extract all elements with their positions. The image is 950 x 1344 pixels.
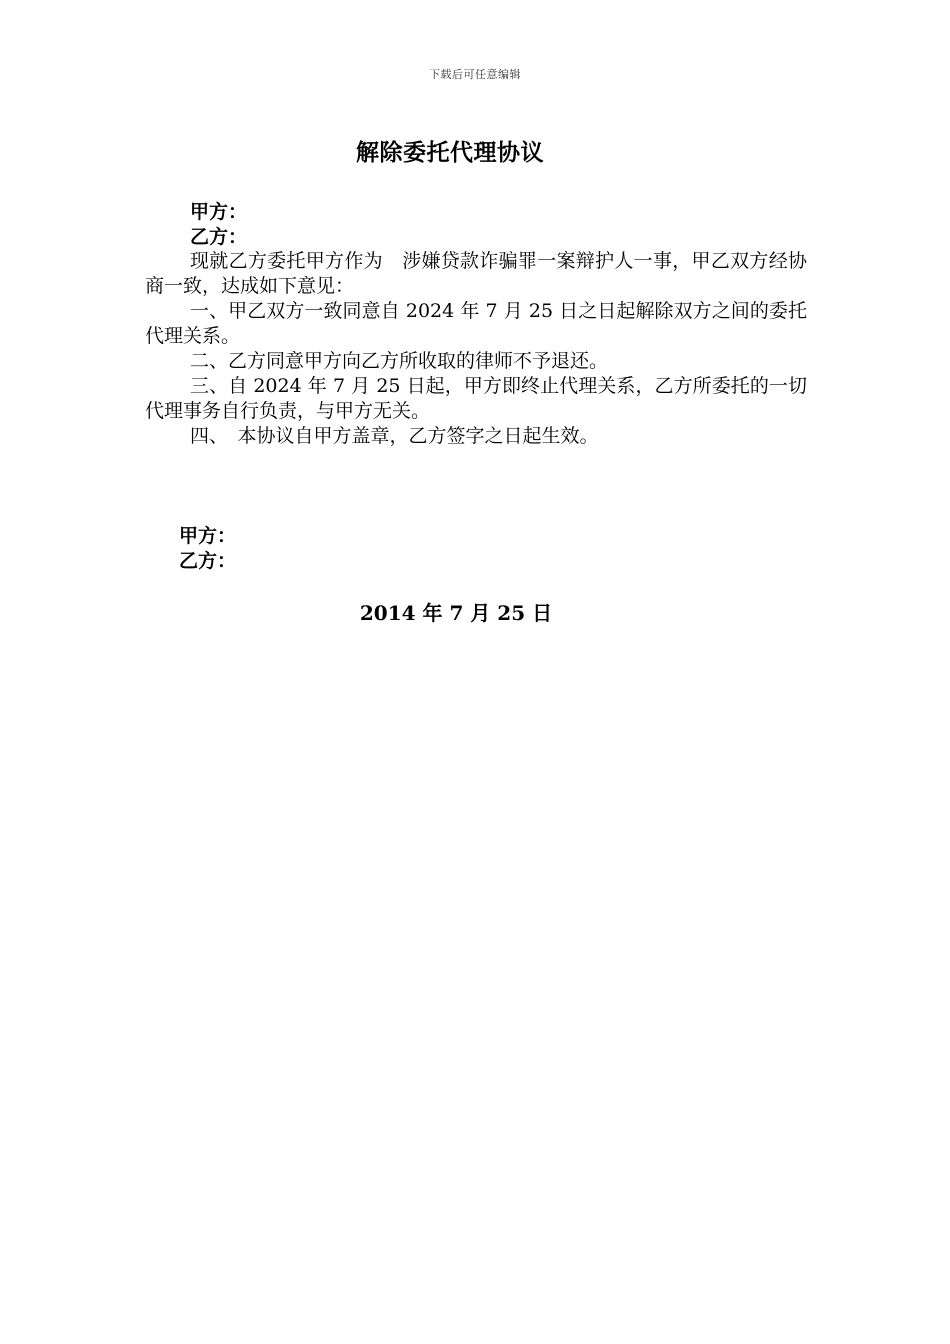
clause-1: 一、甲乙双方一致同意自 2024 年 7 月 25 日之日起解除双方之间的委托代理关系。 — [145, 300, 807, 347]
document-title: 解除委托代理协议 — [356, 139, 544, 166]
party-b-label: 乙方： — [190, 226, 248, 248]
clause-3: 三、自 2024 年 7 月 25 日起，甲方即终止代理关系，乙方所委托的一切代理事务自行负责，与甲方无关。 — [145, 375, 807, 422]
agreement-body — [145, 249, 807, 449]
clause-4: 四、 本协议自甲方盖章，乙方签字之日起生效。 — [190, 425, 599, 447]
signing-date: 2014 年 7 月 25 日 — [359, 601, 553, 625]
clause-2: 二、乙方同意甲方向乙方所收取的律师不予退还。 — [190, 350, 609, 372]
party-a-label: 甲方： — [190, 201, 248, 223]
intro-paragraph: 现就乙方委托甲方作为 涉嫌贷款诈骗罪一案辩护人一事，甲乙双方经协商一致，达成如下意见： — [145, 250, 807, 297]
header-note: 下载后可任意编辑 — [429, 68, 521, 81]
signature-party-b: 乙方： — [179, 550, 237, 572]
signature-party-a: 甲方： — [179, 525, 237, 547]
